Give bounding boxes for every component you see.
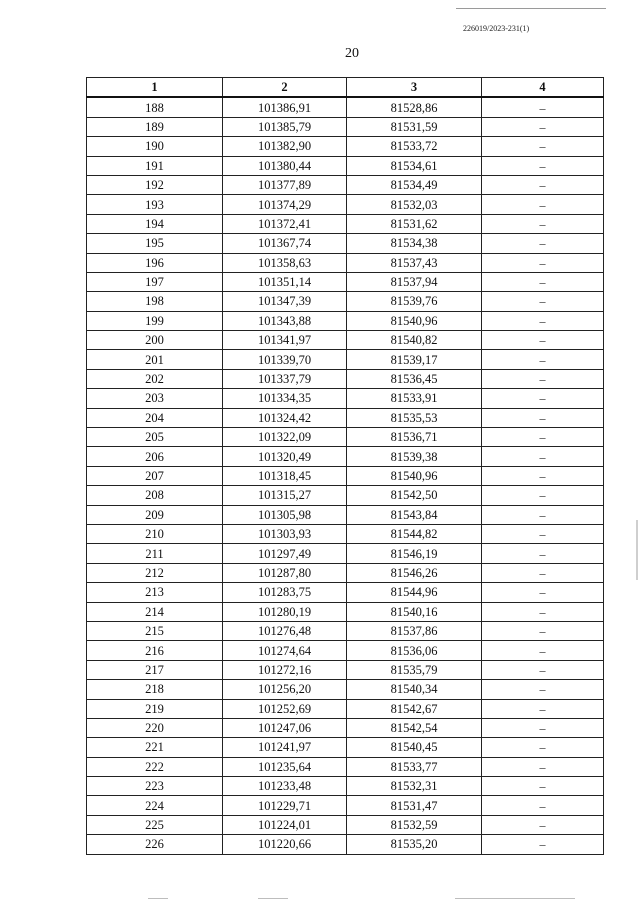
note-cell: – [482,428,604,447]
point-number-cell: 196 [87,253,223,272]
table-row [87,544,604,563]
table-row [87,796,604,815]
point-number-cell: 209 [87,505,223,524]
x-coordinate-cell: 101256,20 [223,680,347,699]
y-coordinate-cell: 81531,62 [347,214,482,233]
table-row [87,97,604,117]
x-coordinate-cell: 101272,16 [223,660,347,679]
y-coordinate-cell: 81537,43 [347,253,482,272]
table-row [87,815,604,834]
y-coordinate-cell: 81532,03 [347,195,482,214]
note-cell: – [482,253,604,272]
y-coordinate-cell: 81540,16 [347,602,482,621]
x-coordinate-cell: 101283,75 [223,583,347,602]
note-cell: – [482,408,604,427]
x-coordinate-cell: 101241,97 [223,738,347,757]
point-number-cell: 221 [87,738,223,757]
x-coordinate-cell: 101358,63 [223,253,347,272]
table-row [87,292,604,311]
point-number-cell: 191 [87,156,223,175]
point-number-cell: 219 [87,699,223,718]
table-row [87,660,604,679]
column-header-4: 4 [482,78,604,98]
x-coordinate-cell: 101315,27 [223,486,347,505]
scan-mark [455,898,575,899]
table-row [87,602,604,621]
note-cell: – [482,777,604,796]
point-number-cell: 197 [87,272,223,291]
note-cell: – [482,544,604,563]
y-coordinate-cell: 81528,86 [347,97,482,117]
table-row [87,486,604,505]
point-number-cell: 224 [87,796,223,815]
point-number-cell: 226 [87,835,223,854]
note-cell: – [482,331,604,350]
table-row [87,447,604,466]
x-coordinate-cell: 101276,48 [223,621,347,640]
table-row [87,389,604,408]
x-coordinate-cell: 101220,66 [223,835,347,854]
note-cell: – [482,175,604,194]
note-cell: – [482,156,604,175]
note-cell: – [482,447,604,466]
note-cell: – [482,234,604,253]
table-row [87,117,604,136]
point-number-cell: 225 [87,815,223,834]
note-cell: – [482,835,604,854]
note-cell: – [482,680,604,699]
x-coordinate-cell: 101229,71 [223,796,347,815]
page-number: 20 [345,46,359,61]
y-coordinate-cell: 81531,47 [347,796,482,815]
x-coordinate-cell: 101347,39 [223,292,347,311]
x-coordinate-cell: 101303,93 [223,524,347,543]
note-cell: – [482,137,604,156]
y-coordinate-cell: 81544,96 [347,583,482,602]
point-number-cell: 208 [87,486,223,505]
x-coordinate-cell: 101374,29 [223,195,347,214]
table-row [87,408,604,427]
x-coordinate-cell: 101224,01 [223,815,347,834]
point-number-cell: 200 [87,331,223,350]
x-coordinate-cell: 101382,90 [223,137,347,156]
y-coordinate-cell: 81536,06 [347,641,482,660]
note-cell: – [482,738,604,757]
x-coordinate-cell: 101247,06 [223,718,347,737]
note-cell: – [482,97,604,117]
scan-edge [636,520,638,580]
note-cell: – [482,292,604,311]
y-coordinate-cell: 81532,59 [347,815,482,834]
table-row [87,253,604,272]
point-number-cell: 207 [87,466,223,485]
table-row [87,156,604,175]
y-coordinate-cell: 81534,61 [347,156,482,175]
point-number-cell: 216 [87,641,223,660]
point-number-cell: 206 [87,447,223,466]
point-number-cell: 199 [87,311,223,330]
x-coordinate-cell: 101339,70 [223,350,347,369]
table-row [87,738,604,757]
note-cell: – [482,757,604,776]
table-row [87,583,604,602]
x-coordinate-cell: 101305,98 [223,505,347,524]
point-number-cell: 193 [87,195,223,214]
scan-mark [148,898,168,899]
x-coordinate-cell: 101337,79 [223,369,347,388]
x-coordinate-cell: 101318,45 [223,466,347,485]
table-row [87,505,604,524]
point-number-cell: 211 [87,544,223,563]
y-coordinate-cell: 81542,67 [347,699,482,718]
note-cell: – [482,369,604,388]
point-number-cell: 212 [87,563,223,582]
point-number-cell: 222 [87,757,223,776]
table-row [87,718,604,737]
y-coordinate-cell: 81543,84 [347,505,482,524]
x-coordinate-cell: 101324,42 [223,408,347,427]
table-row [87,563,604,582]
table-row [87,175,604,194]
y-coordinate-cell: 81546,19 [347,544,482,563]
point-number-cell: 218 [87,680,223,699]
x-coordinate-cell: 101252,69 [223,699,347,718]
x-coordinate-cell: 101372,41 [223,214,347,233]
point-number-cell: 198 [87,292,223,311]
y-coordinate-cell: 81531,59 [347,117,482,136]
y-coordinate-cell: 81540,96 [347,311,482,330]
x-coordinate-cell: 101351,14 [223,272,347,291]
point-number-cell: 215 [87,621,223,640]
x-coordinate-cell: 101367,74 [223,234,347,253]
x-coordinate-cell: 101386,91 [223,97,347,117]
coordinates-table [86,77,604,855]
note-cell: – [482,486,604,505]
y-coordinate-cell: 81533,77 [347,757,482,776]
y-coordinate-cell: 81540,82 [347,331,482,350]
y-coordinate-cell: 81537,86 [347,621,482,640]
table-row [87,621,604,640]
y-coordinate-cell: 81533,91 [347,389,482,408]
table-row [87,272,604,291]
point-number-cell: 195 [87,234,223,253]
point-number-cell: 204 [87,408,223,427]
y-coordinate-cell: 81542,50 [347,486,482,505]
y-coordinate-cell: 81532,31 [347,777,482,796]
table-body [87,97,604,854]
y-coordinate-cell: 81539,76 [347,292,482,311]
y-coordinate-cell: 81533,72 [347,137,482,156]
header-rule [456,8,606,9]
note-cell: – [482,660,604,679]
y-coordinate-cell: 81534,38 [347,234,482,253]
note-cell: – [482,699,604,718]
y-coordinate-cell: 81535,53 [347,408,482,427]
x-coordinate-cell: 101280,19 [223,602,347,621]
note-cell: – [482,621,604,640]
table-row [87,680,604,699]
table-row [87,331,604,350]
y-coordinate-cell: 81536,45 [347,369,482,388]
point-number-cell: 223 [87,777,223,796]
x-coordinate-cell: 101320,49 [223,447,347,466]
x-coordinate-cell: 101385,79 [223,117,347,136]
note-cell: – [482,311,604,330]
point-number-cell: 188 [87,97,223,117]
point-number-cell: 213 [87,583,223,602]
note-cell: – [482,815,604,834]
point-number-cell: 190 [87,137,223,156]
table-header-row [87,78,604,98]
x-coordinate-cell: 101297,49 [223,544,347,563]
y-coordinate-cell: 81542,54 [347,718,482,737]
table-row [87,699,604,718]
note-cell: – [482,195,604,214]
point-number-cell: 205 [87,428,223,447]
table-row [87,195,604,214]
x-coordinate-cell: 101380,44 [223,156,347,175]
point-number-cell: 220 [87,718,223,737]
note-cell: – [482,583,604,602]
column-header-1: 1 [87,78,223,98]
y-coordinate-cell: 81539,38 [347,447,482,466]
table-row [87,350,604,369]
note-cell: – [482,389,604,408]
table-row [87,428,604,447]
x-coordinate-cell: 101377,89 [223,175,347,194]
y-coordinate-cell: 81535,79 [347,660,482,679]
note-cell: – [482,272,604,291]
point-number-cell: 210 [87,524,223,543]
table-row [87,835,604,854]
point-number-cell: 194 [87,214,223,233]
y-coordinate-cell: 81544,82 [347,524,482,543]
note-cell: – [482,117,604,136]
note-cell: – [482,505,604,524]
y-coordinate-cell: 81534,49 [347,175,482,194]
point-number-cell: 203 [87,389,223,408]
table-row [87,234,604,253]
x-coordinate-cell: 101287,80 [223,563,347,582]
point-number-cell: 202 [87,369,223,388]
point-number-cell: 201 [87,350,223,369]
x-coordinate-cell: 101341,97 [223,331,347,350]
column-header-2: 2 [223,78,347,98]
point-number-cell: 189 [87,117,223,136]
note-cell: – [482,214,604,233]
y-coordinate-cell: 81535,20 [347,835,482,854]
table-row [87,214,604,233]
y-coordinate-cell: 81540,34 [347,680,482,699]
note-cell: – [482,466,604,485]
note-cell: – [482,718,604,737]
note-cell: – [482,602,604,621]
y-coordinate-cell: 81537,94 [347,272,482,291]
y-coordinate-cell: 81540,96 [347,466,482,485]
column-header-3: 3 [347,78,482,98]
table-row [87,311,604,330]
table-row [87,777,604,796]
x-coordinate-cell: 101274,64 [223,641,347,660]
x-coordinate-cell: 101322,09 [223,428,347,447]
point-number-cell: 217 [87,660,223,679]
table-row [87,369,604,388]
note-cell: – [482,350,604,369]
x-coordinate-cell: 101233,48 [223,777,347,796]
table-row [87,137,604,156]
y-coordinate-cell: 81540,45 [347,738,482,757]
y-coordinate-cell: 81546,26 [347,563,482,582]
table-row [87,524,604,543]
scan-mark [258,898,288,899]
x-coordinate-cell: 101334,35 [223,389,347,408]
note-cell: – [482,796,604,815]
point-number-cell: 214 [87,602,223,621]
table-row [87,757,604,776]
y-coordinate-cell: 81539,17 [347,350,482,369]
point-number-cell: 192 [87,175,223,194]
table-row [87,466,604,485]
note-cell: – [482,524,604,543]
table-row [87,641,604,660]
y-coordinate-cell: 81536,71 [347,428,482,447]
document-number: 226019/2023-231(1) [463,24,530,33]
note-cell: – [482,563,604,582]
x-coordinate-cell: 101235,64 [223,757,347,776]
note-cell: – [482,641,604,660]
x-coordinate-cell: 101343,88 [223,311,347,330]
